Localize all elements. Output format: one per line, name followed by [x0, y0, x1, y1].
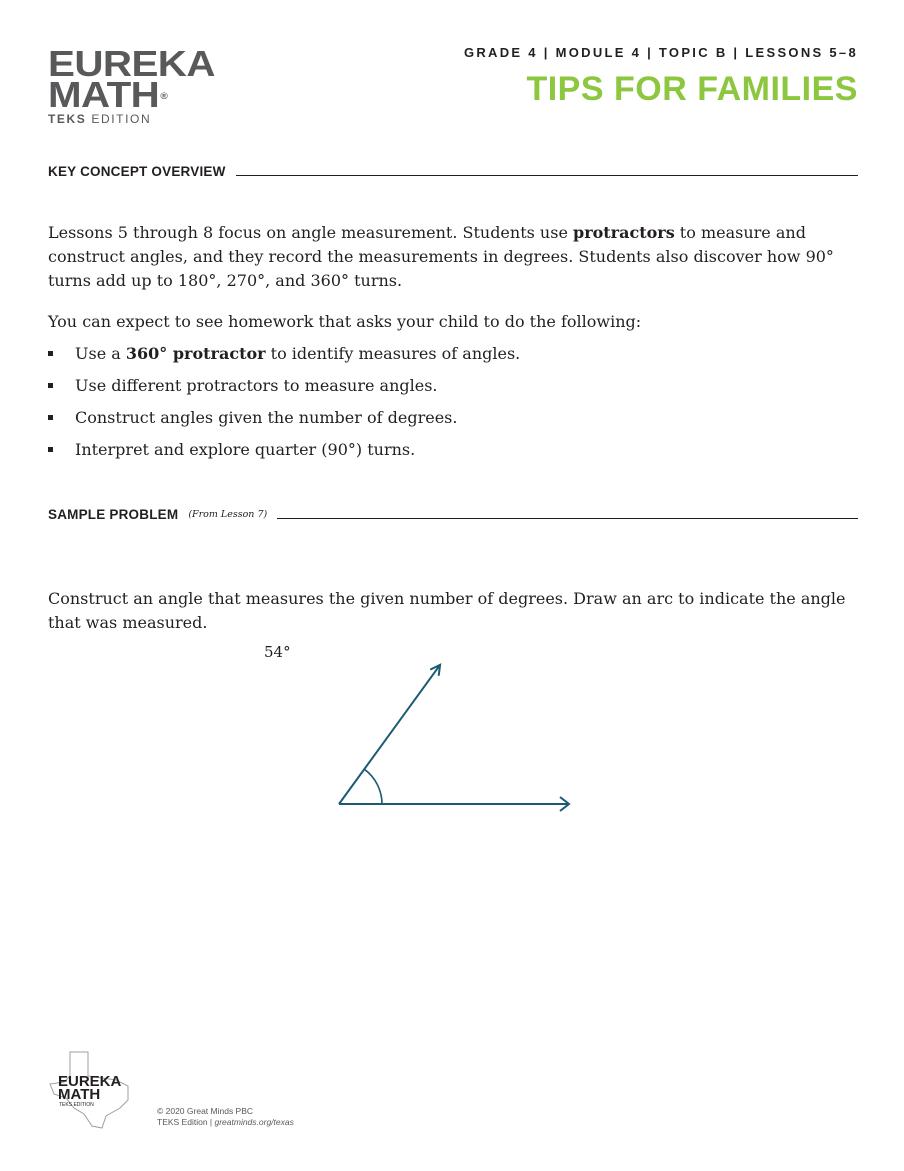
logo-eureka-text: EUREKA	[48, 43, 215, 84]
homework-expectation: You can expect to see homework that asks your child to do the following:	[48, 312, 642, 331]
logo-edition-text: TEKS EDITION	[48, 112, 152, 126]
grade-module-line: GRADE 4 | MODULE 4 | TOPIC B | LESSONS 5–8	[463, 45, 858, 60]
page-title: TIPS FOR FAMILIES	[526, 70, 858, 108]
list-item: Construct angles given the number of degrees.	[48, 406, 848, 438]
footer-copyright: © 2020 Great Minds PBC TEKS Edition | greatminds.org/texas	[157, 1106, 294, 1127]
angle-measure-label: 54°	[264, 643, 291, 661]
footer-logo-math: MATH	[58, 1086, 101, 1103]
footer-url-link[interactable]: greatminds.org/texas	[214, 1117, 294, 1127]
footer-logo-sub: TEKS EDITION	[59, 1102, 94, 1108]
registered-mark: ®	[160, 91, 168, 101]
key-concept-label: KEY CONCEPT OVERVIEW	[48, 164, 226, 179]
slanted-ray	[339, 665, 440, 804]
sample-problem-source: (From Lesson 7)	[188, 509, 268, 520]
footer-logo-eureka: EUREKA	[58, 1073, 122, 1090]
list-item: Use a 360° protractor to identify measures of angles.	[48, 342, 848, 374]
list-item: Interpret and explore quarter (90°) turns.	[48, 438, 848, 470]
key-concept-intro: Lessons 5 through 8 focus on angle measurement. Students use protractors to measure and construct angles, and they record the measurements in degrees. Students also discover how 90° turns add up to 180°, 270°, and 360° turns.	[48, 223, 834, 290]
logo-math-text: MATH®	[48, 74, 168, 115]
sample-problem-label: SAMPLE PROBLEM	[48, 507, 179, 522]
sample-problem-text: Construct an angle that measures the given number of degrees. Draw an arc to indicate the angle that was measured.	[48, 589, 846, 632]
footer-texas-logo	[44, 1048, 134, 1130]
list-item: Use different protractors to measure angles.	[48, 374, 848, 406]
angle-arc	[364, 769, 382, 804]
